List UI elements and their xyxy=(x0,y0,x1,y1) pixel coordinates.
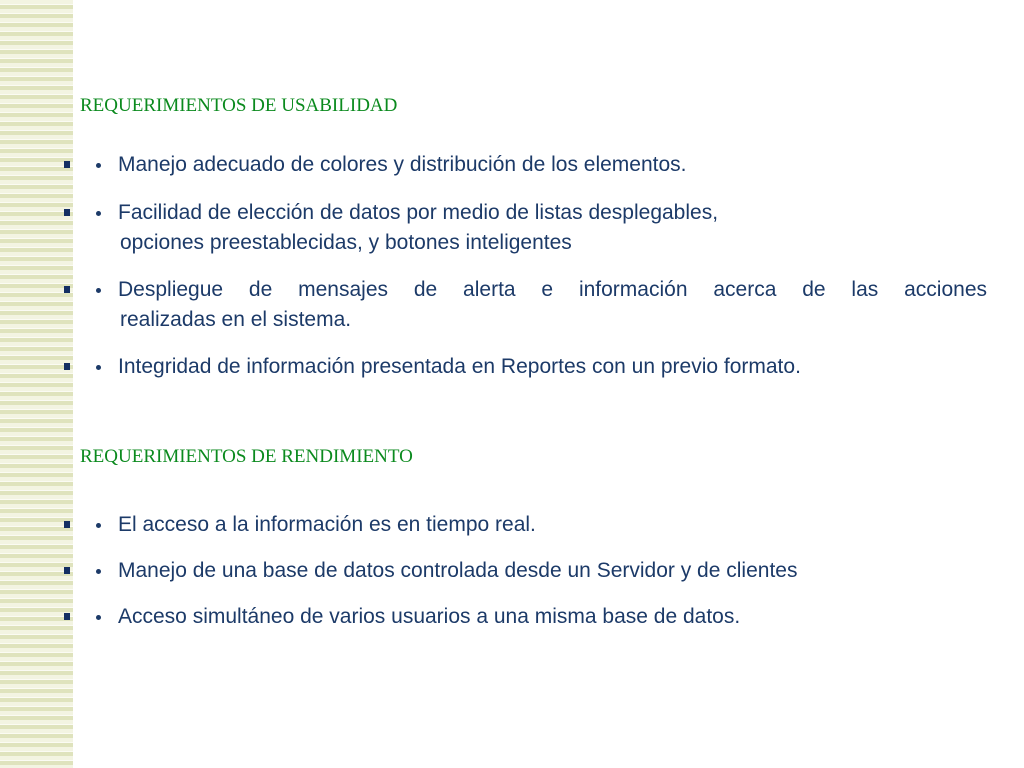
square-bullet-icon xyxy=(64,286,70,293)
item-line-2: opciones preestablecidas, y botones inteligentes xyxy=(120,231,572,254)
performance-heading: REQUERIMIENTOS DE RENDIMIENTO xyxy=(80,446,413,467)
item-line-1: Facilidad de elección de datos por medio de listas desplegables, xyxy=(118,201,719,224)
square-bullet-icon xyxy=(64,567,70,574)
item-text: Integridad de información presentada en Reportes con un previo formato. xyxy=(118,355,801,378)
item-text: Acceso simultáneo de varios usuarios a una misma base de datos. xyxy=(118,605,741,628)
item-text xyxy=(118,275,987,335)
item-text: Manejo adecuado de colores y distribución de los elementos. xyxy=(118,153,687,176)
item-text xyxy=(118,198,718,258)
item-line-1: Despliegue de mensajes de alerta e información acerca de las acciones xyxy=(118,278,987,301)
dot-bullet-icon xyxy=(96,211,101,216)
dot-bullet-icon xyxy=(96,569,101,574)
dot-bullet-icon xyxy=(96,523,101,528)
square-bullet-icon xyxy=(64,161,70,168)
dot-bullet-icon xyxy=(96,288,101,293)
usability-heading: REQUERIMIENTOS DE USABILIDAD xyxy=(80,95,398,116)
item-text: Manejo de una base de datos controlada desde un Servidor y de clientes xyxy=(118,559,798,582)
dot-bullet-icon xyxy=(96,365,101,370)
square-bullet-icon xyxy=(64,521,70,528)
item-line-2: realizadas en el sistema. xyxy=(120,308,352,331)
dot-bullet-icon xyxy=(96,163,101,168)
square-bullet-icon xyxy=(64,363,70,370)
square-bullet-icon xyxy=(64,613,70,620)
dot-bullet-icon xyxy=(96,615,101,620)
item-text: El acceso a la información es en tiempo real. xyxy=(118,513,536,536)
square-bullet-icon xyxy=(64,209,70,216)
